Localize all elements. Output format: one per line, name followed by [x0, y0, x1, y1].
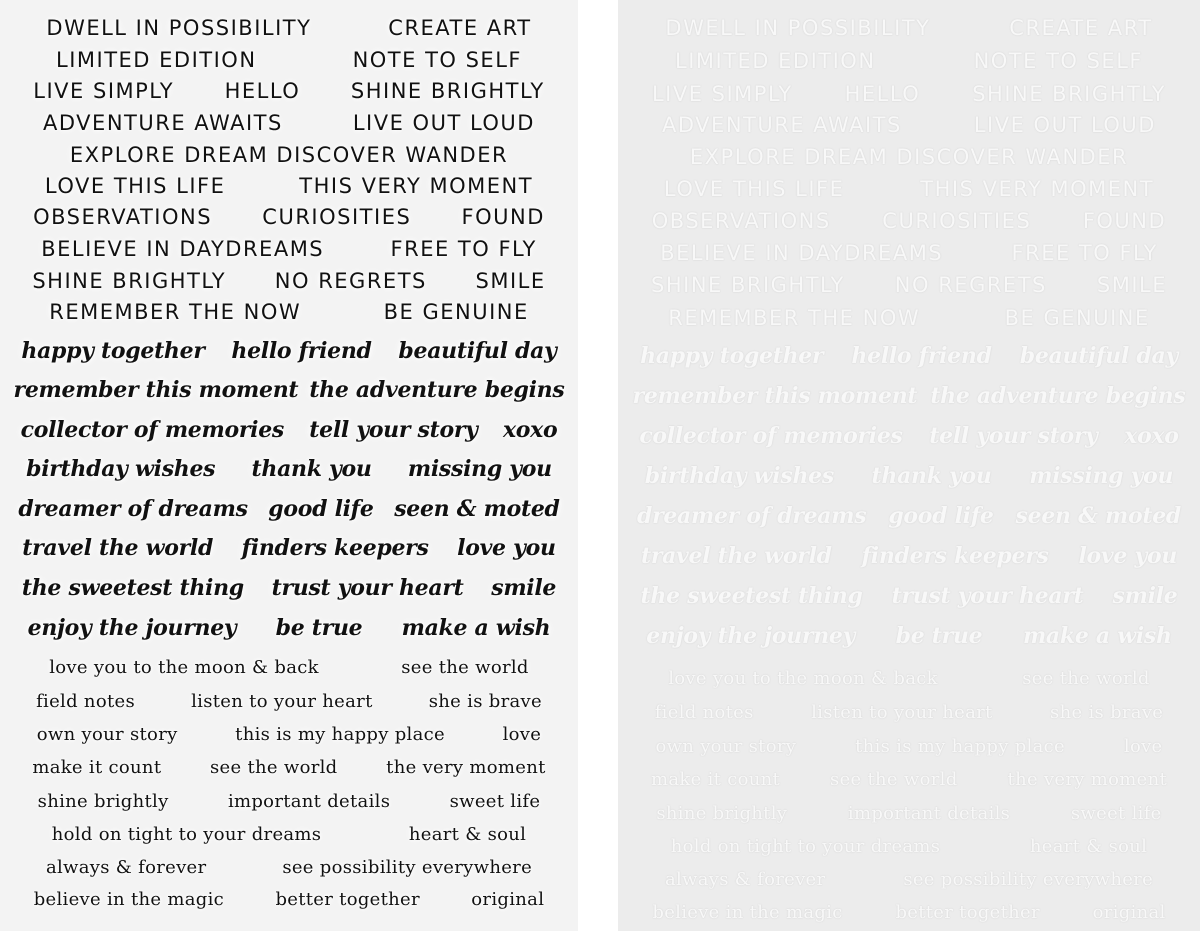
sticker-phrase: hello friend — [231, 338, 372, 364]
sticker-phrase: LIMITED EDITION — [56, 48, 257, 72]
sticker-phrase: ADVENTURE AWAITS — [43, 111, 283, 135]
sticker-phrase: missing you — [407, 456, 552, 482]
sticker-phrase: EXPLORE DREAM DISCOVER WANDER — [69, 143, 509, 167]
sticker-phrase: BELIEVE IN DAYDREAMS — [41, 237, 325, 261]
sticker-row — [0, 297, 578, 327]
sticker-phrase: remember this moment — [632, 383, 918, 409]
sticker-phrase: CREATE ART — [1009, 16, 1153, 40]
sticker-phrase: tell your story — [929, 423, 1098, 449]
sticker-phrase: xoxo — [502, 417, 558, 443]
sticker-phrase: BE GENUINE — [383, 300, 529, 324]
sticker-phrase: happy together — [640, 343, 824, 369]
sticker-phrase: original — [1092, 901, 1166, 923]
sticker-phrase: xoxo — [1124, 423, 1179, 449]
sticker-phrase: CREATE ART — [388, 16, 532, 40]
sticker-phrase: smile — [1112, 583, 1178, 609]
sticker-phrase: own your story — [655, 735, 797, 757]
sticker-phrase: SHINE BRIGHTLY — [350, 79, 545, 103]
sticker-phrase: collector of memories — [20, 417, 284, 443]
sticker-phrase: love you to the moon & back — [668, 667, 938, 689]
sticker-sheet-white — [618, 0, 1200, 931]
sticker-phrase: make a wish — [401, 615, 551, 641]
sticker-phrase: FREE TO FLY — [1011, 241, 1158, 265]
sticker-phrase: hello friend — [851, 343, 992, 369]
sticker-row — [0, 415, 578, 445]
sticker-phrase: own your story — [36, 723, 178, 745]
sticker-phrase: seen & moted — [1015, 503, 1181, 529]
sticker-row — [0, 202, 578, 232]
sticker-row — [618, 206, 1200, 236]
sticker-phrase: the adventure begins — [930, 383, 1186, 409]
sticker-phrase: good life — [268, 496, 374, 522]
sticker-phrase: BE GENUINE — [1004, 306, 1150, 330]
sticker-phrase: REMEMBER THE NOW — [668, 306, 921, 330]
sticker-row — [618, 421, 1200, 451]
sticker-phrase: see the world — [830, 768, 958, 790]
sticker-phrase: SMILE — [1096, 273, 1167, 297]
sticker-row — [0, 13, 578, 43]
sticker-row — [0, 786, 578, 816]
sticker-row — [618, 541, 1200, 571]
sticker-phrase: trust your heart — [891, 583, 1084, 609]
sticker-phrase: happy together — [21, 338, 205, 364]
sticker-row — [618, 270, 1200, 300]
sticker-row — [618, 864, 1200, 894]
sticker-phrase: smile — [491, 575, 557, 601]
sticker-phrase: NO REGRETS — [274, 269, 427, 293]
sticker-phrase: love you — [457, 535, 556, 561]
sticker-row — [618, 461, 1200, 491]
sticker-row — [0, 76, 578, 106]
sticker-phrase: NOTE TO SELF — [352, 48, 522, 72]
sticker-phrase: trust your heart — [271, 575, 464, 601]
sticker-phrase: HELLO — [844, 82, 921, 106]
sticker-row — [0, 652, 578, 682]
sticker-phrase: she is brave — [1050, 701, 1164, 723]
sticker-phrase: seen & moted — [394, 496, 560, 522]
sticker-phrase: this is my happy place — [235, 723, 445, 745]
sticker-phrase: believe in the magic — [652, 901, 843, 923]
sticker-phrase: this is my happy place — [855, 735, 1065, 757]
sticker-row — [618, 13, 1200, 43]
sticker-phrase: see the world — [210, 756, 338, 778]
sticker-row — [0, 494, 578, 524]
sticker-phrase: OBSERVATIONS — [651, 209, 831, 233]
sticker-row — [618, 831, 1200, 861]
sticker-row — [0, 719, 578, 749]
sticker-phrase: thank you — [251, 456, 372, 482]
sticker-phrase: EXPLORE DREAM DISCOVER WANDER — [689, 145, 1129, 169]
sticker-phrase: see the world — [401, 656, 529, 678]
sticker-phrase: the sweetest thing — [21, 575, 244, 601]
sticker-row — [618, 764, 1200, 794]
sticker-phrase: be true — [275, 615, 363, 641]
sticker-phrase: enjoy the journey — [27, 615, 237, 641]
sticker-row — [0, 533, 578, 563]
sticker-phrase: dreamer of dreams — [18, 496, 248, 522]
sticker-phrase: REMEMBER THE NOW — [49, 300, 302, 324]
sticker-phrase: be true — [895, 623, 983, 649]
sticker-phrase: heart & soul — [408, 823, 527, 845]
sticker-phrase: OBSERVATIONS — [33, 205, 213, 229]
sticker-row — [0, 819, 578, 849]
sticker-row — [618, 697, 1200, 727]
sticker-row — [0, 171, 578, 201]
sticker-phrase: always & forever — [664, 868, 826, 890]
sticker-phrase: sweet life — [1070, 802, 1162, 824]
sticker-row — [618, 663, 1200, 693]
sticker-phrase: CURIOSITIES — [262, 205, 412, 229]
sticker-phrase: travel the world — [22, 535, 214, 561]
sticker-row — [618, 501, 1200, 531]
sticker-phrase: LIMITED EDITION — [675, 49, 876, 73]
sticker-phrase: THIS VERY MOMENT — [920, 177, 1155, 201]
sticker-row — [0, 266, 578, 296]
sticker-phrase: birthday wishes — [644, 463, 834, 489]
sticker-phrase: FOUND — [1082, 209, 1167, 233]
sticker-phrase: finders keepers — [241, 535, 429, 561]
sticker-phrase: LOVE THIS LIFE — [44, 174, 226, 198]
sticker-phrase: the sweetest thing — [640, 583, 863, 609]
sticker-phrase: FOUND — [461, 205, 545, 229]
sticker-phrase: LIVE SIMPLY — [33, 79, 175, 103]
sticker-row — [0, 108, 578, 138]
sticker-phrase: the very moment — [386, 756, 546, 778]
sticker-row — [0, 336, 578, 366]
sticker-phrase: better together — [275, 888, 420, 910]
sticker-phrase: SHINE BRIGHTLY — [651, 273, 845, 297]
sticker-phrase: travel the world — [640, 543, 832, 569]
sticker-phrase: FREE TO FLY — [390, 237, 537, 261]
sticker-row — [0, 613, 578, 643]
sticker-row — [618, 621, 1200, 651]
sticker-phrase: shine brightly — [37, 790, 169, 812]
sticker-phrase: HELLO — [224, 79, 301, 103]
sticker-sheet-black — [0, 0, 578, 931]
sticker-phrase: better together — [895, 901, 1040, 923]
sticker-phrase: missing you — [1029, 463, 1174, 489]
sticker-row — [0, 454, 578, 484]
sticker-phrase: LIVE OUT LOUD — [352, 111, 535, 135]
sticker-row — [618, 731, 1200, 761]
sticker-phrase: THIS VERY MOMENT — [299, 174, 534, 198]
sticker-phrase: collector of memories — [639, 423, 903, 449]
sticker-phrase: good life — [888, 503, 994, 529]
sticker-row — [0, 375, 578, 405]
sticker-phrase: field notes — [36, 690, 135, 712]
sticker-phrase: love you — [1078, 543, 1178, 569]
sticker-phrase: love — [502, 723, 542, 745]
sticker-phrase: make it count — [32, 756, 162, 778]
sticker-phrase: love — [1123, 735, 1163, 757]
sticker-phrase: dreamer of dreams — [636, 503, 867, 529]
sticker-row — [618, 581, 1200, 611]
sticker-row — [0, 752, 578, 782]
sticker-row — [0, 45, 578, 75]
sticker-row — [618, 303, 1200, 333]
sticker-phrase: make it count — [651, 768, 781, 790]
sticker-phrase: she is brave — [428, 690, 542, 712]
sticker-phrase: shine brightly — [656, 802, 788, 824]
sticker-phrase: hold on tight to your dreams — [670, 835, 941, 857]
sticker-phrase: thank you — [871, 463, 992, 489]
sticker-row — [0, 140, 578, 170]
sticker-row — [0, 573, 578, 603]
sticker-phrase: ADVENTURE AWAITS — [662, 113, 902, 137]
sticker-phrase: DWELL IN POSSIBILITY — [665, 16, 931, 40]
sticker-phrase: NO REGRETS — [894, 273, 1047, 297]
sticker-row — [0, 234, 578, 264]
sticker-phrase: LOVE THIS LIFE — [663, 177, 845, 201]
sticker-phrase: the very moment — [1007, 768, 1167, 790]
sticker-row — [618, 897, 1200, 927]
sticker-phrase: love you to the moon & back — [49, 656, 319, 678]
sticker-phrase: remember this moment — [13, 377, 299, 403]
sticker-phrase: tell your story — [309, 417, 478, 443]
sticker-row — [618, 174, 1200, 204]
sticker-phrase: DWELL IN POSSIBILITY — [46, 16, 312, 40]
sticker-phrase: SHINE BRIGHTLY — [32, 269, 227, 293]
sticker-phrase: LIVE OUT LOUD — [973, 113, 1156, 137]
sticker-phrase: birthday wishes — [26, 456, 216, 482]
sticker-phrase: listen to your heart — [191, 690, 373, 712]
sticker-phrase: SHINE BRIGHTLY — [972, 82, 1167, 106]
sticker-row — [0, 686, 578, 716]
sticker-row — [0, 852, 578, 882]
sticker-row — [618, 341, 1200, 371]
sticker-phrase: CURIOSITIES — [882, 209, 1032, 233]
sticker-phrase: beautiful day — [398, 338, 557, 364]
sticker-phrase: see possibility everywhere — [282, 856, 533, 878]
sticker-phrase: BELIEVE IN DAYDREAMS — [660, 241, 944, 265]
sticker-phrase: original — [471, 888, 545, 910]
sticker-row — [618, 46, 1200, 76]
sticker-phrase: see possibility everywhere — [903, 868, 1154, 890]
sticker-row — [618, 110, 1200, 140]
sticker-phrase: listen to your heart — [811, 701, 993, 723]
sticker-row — [618, 798, 1200, 828]
sticker-phrase: NOTE TO SELF — [973, 49, 1143, 73]
sticker-phrase: sweet life — [449, 790, 541, 812]
sticker-phrase: see the world — [1022, 667, 1150, 689]
sticker-phrase: hold on tight to your dreams — [51, 823, 322, 845]
sticker-phrase: important details — [847, 802, 1011, 824]
sticker-phrase: make a wish — [1022, 623, 1172, 649]
sticker-row — [618, 238, 1200, 268]
sticker-phrase: finders keepers — [861, 543, 1049, 569]
sticker-phrase: LIVE SIMPLY — [651, 82, 793, 106]
sticker-phrase: SMILE — [475, 269, 546, 293]
sticker-phrase: the adventure begins — [309, 377, 565, 403]
sticker-phrase: beautiful day — [1019, 343, 1178, 369]
sticker-row — [618, 79, 1200, 109]
sticker-phrase: important details — [227, 790, 391, 812]
sticker-row — [618, 381, 1200, 411]
sticker-phrase: enjoy the journey — [646, 623, 856, 649]
sticker-phrase: always & forever — [45, 856, 207, 878]
sticker-row — [618, 142, 1200, 172]
sticker-phrase: field notes — [654, 701, 754, 723]
sticker-phrase: heart & soul — [1029, 835, 1148, 857]
sticker-row — [0, 884, 578, 914]
sticker-phrase: believe in the magic — [33, 888, 225, 910]
